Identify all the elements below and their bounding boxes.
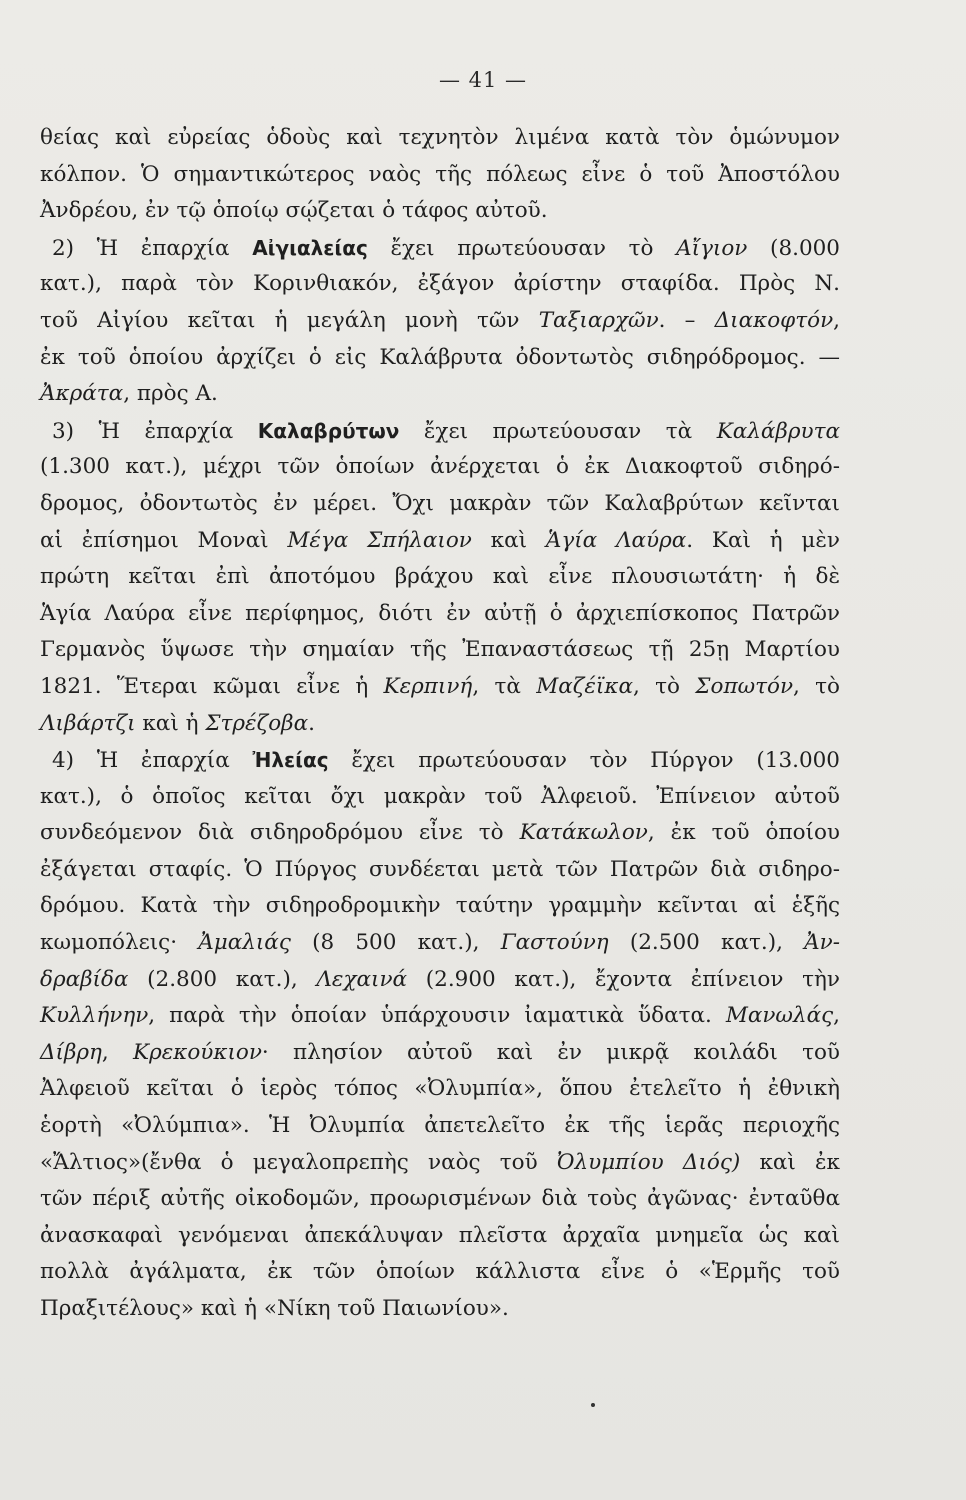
text-segment: Ἀνδρέου, ἐν τῷ ὁποίῳ σῴζεται ὁ τάφος αὐτοῦ. bbox=[40, 198, 548, 224]
text-segment: 1821. Ἕτεραι κῶμαι εἶνε ἡ bbox=[40, 673, 384, 699]
text-line bbox=[40, 779, 840, 816]
text-segment: συνδεόμενον διὰ σιδηροδρόμου εἶνε τὸ bbox=[40, 820, 520, 846]
text-segment: (8 500 κατ.), bbox=[290, 930, 501, 956]
printed-dot bbox=[591, 1403, 595, 1407]
place-name: Κατάκωλον bbox=[519, 820, 648, 846]
text-segment: 2) Ἡ ἐπαρχία bbox=[52, 235, 253, 261]
text-segment: αἱ ἐπίσημοι Μοναὶ bbox=[40, 527, 288, 553]
text-line bbox=[40, 120, 840, 157]
text-segment: Γερμανὸς ὕψωσε τὴν σημαίαν τῆς Ἐπαναστάσεως τῇ 25ῃ Μαρτίου bbox=[40, 637, 840, 663]
text-segment: 3) Ἡ ἐπαρχία bbox=[52, 418, 258, 444]
text-segment: κωμοπόλεις· bbox=[40, 930, 199, 956]
place-name: Καλάβρυτα bbox=[716, 418, 840, 444]
text-line bbox=[40, 888, 840, 925]
province-name: Ἠλείας bbox=[252, 748, 329, 773]
text-segment: καὶ bbox=[471, 527, 546, 553]
text-segment: δρομος, ὀδοντωτὸς ἐν μέρει. Ὄχι μακρὰν τῶν Καλαβρύτων κεῖνται bbox=[40, 490, 840, 516]
text-segment: . – bbox=[658, 307, 715, 333]
text-line bbox=[40, 742, 840, 779]
text-line bbox=[40, 1254, 840, 1291]
place-name: Κυλλήνην bbox=[40, 1003, 149, 1029]
text-segment: , bbox=[833, 1003, 840, 1029]
place-name: Μαζέϊκα bbox=[536, 673, 633, 699]
text-line bbox=[40, 1071, 840, 1108]
place-name: Μέγα Σπήλαιον bbox=[287, 527, 472, 553]
text-segment: , παρὰ τὴν ὁποίαν ὑπάρχουσιν ἰαματικὰ ὕδατα. bbox=[148, 1003, 726, 1029]
text-segment: τοῦ Αἰγίου κεῖται ἡ μεγάλη μονὴ τῶν bbox=[40, 307, 539, 333]
text-line bbox=[40, 1218, 840, 1255]
text-segment: . Καὶ ἡ μὲν bbox=[686, 527, 840, 553]
text-line bbox=[40, 413, 840, 450]
text-segment: 4) Ἡ ἐπαρχία bbox=[52, 748, 253, 774]
text-segment: θείας καὶ εὐρείας ὁδοὺς καὶ τεχνητὸν λιμένα κατὰ τὸν ὁμώνυμον bbox=[40, 125, 840, 150]
place-name: Λεχαινά bbox=[316, 966, 408, 992]
text-line bbox=[40, 669, 840, 706]
text-segment: πρώτη κεῖται ἐπὶ ἀποτόμου βράχου καὶ εἶνε πλουσιωτάτη· ἡ δὲ bbox=[40, 564, 840, 590]
text-line bbox=[40, 266, 840, 303]
text-segment: , ἐκ τοῦ ὁποίου bbox=[647, 820, 840, 846]
text-line bbox=[40, 1145, 840, 1182]
text-segment: (2.800 κατ.), bbox=[128, 966, 317, 992]
province-name: Αἰγιαλείας bbox=[252, 235, 368, 260]
province-name: Καλαβρύτων bbox=[257, 418, 400, 443]
text-segment: (2.500 κατ.), bbox=[608, 930, 805, 956]
text-segment: ἐξάγεται σταφίς. Ὁ Πύργος συνδέεται μετὰ τῶν Πατρῶν διὰ σιδηρο- bbox=[40, 856, 840, 882]
text-line bbox=[40, 376, 840, 413]
text-segment: Ἁγία Λαύρα εἶνε περίφημος, διότι ἐν αὐτῇ ὁ ἀρχιεπίσκοπος Πατρῶν bbox=[40, 600, 840, 626]
text-segment: . bbox=[308, 710, 315, 736]
place-name: Στρέζοβα bbox=[205, 710, 309, 736]
text-segment: ἐκ τοῦ ὁποίου ἀρχίζει ὁ εἰς Καλάβρυτα ὀδοντωτὸς σιδηρόδρομος. — bbox=[40, 344, 840, 370]
text-segment: ἀνασκαφαὶ γενόμεναι ἀπεκάλυψαν πλεῖστα ἀρχαῖα μνημεῖα ὡς καὶ bbox=[40, 1222, 840, 1248]
text-line bbox=[40, 559, 840, 596]
text-segment: ἔχει πρωτεύουσαν τὸν Πύργον (13.000 bbox=[328, 748, 840, 774]
text-segment: καὶ ἐκ bbox=[740, 1149, 840, 1175]
text-segment: , bbox=[101, 1039, 134, 1065]
text-segment: ἔχει πρωτεύουσαν τὸ bbox=[367, 235, 677, 261]
text-line bbox=[40, 523, 840, 560]
place-name: Ἀκράτα bbox=[40, 381, 124, 407]
text-segment: πολλὰ ἀγάλματα, ἐκ τῶν ὁποίων κάλλιστα εἶνε ὁ «Ἑρμῆς τοῦ bbox=[40, 1259, 840, 1285]
text-segment: , πρὸς Α. bbox=[123, 381, 218, 407]
text-segment: «Ἄλτιος»(ἔνθα ὁ μεγαλοπρεπὴς ναὸς τοῦ bbox=[40, 1149, 557, 1175]
text-line bbox=[40, 230, 840, 267]
place-name: Μανωλάς bbox=[725, 1003, 834, 1029]
place-name: Ἀμαλιάς bbox=[198, 930, 291, 956]
text-segment: , τὰ bbox=[472, 673, 537, 699]
text-line bbox=[40, 706, 840, 743]
text-line bbox=[40, 157, 840, 194]
text-segment: (8.000 bbox=[747, 235, 840, 261]
text-segment: ἑορτὴ «Ὀλύμπια». Ἡ Ὀλυμπία ἀπετελεῖτο ἐκ τῆς ἱερᾶς περιοχῆς bbox=[40, 1113, 840, 1139]
text-line bbox=[40, 632, 840, 669]
text-line bbox=[40, 1291, 840, 1328]
place-name: Αἴγιον bbox=[676, 235, 748, 261]
text-segment: τῶν πέριξ αὐτῆς οἰκοδομῶν, προωρισμένων διὰ τοὺς ἀγῶνας· ἐνταῦθα bbox=[40, 1186, 840, 1212]
place-name: Λιβάρτζι bbox=[40, 710, 136, 736]
text-segment: δρόμου. Κατὰ τὴν σιδηροδρομικὴν ταύτην γραμμὴν κεῖνται αἱ ἑξῆς bbox=[40, 893, 840, 919]
place-name: Δίβρη bbox=[40, 1039, 102, 1065]
place-name: Ἀν- bbox=[804, 930, 840, 956]
place-name: Κρεκούκιον bbox=[133, 1039, 262, 1065]
text-segment: Πραξιτέλους» καὶ ἡ «Νίκη τοῦ Παιωνίου». bbox=[40, 1296, 509, 1321]
text-segment: , τὸ bbox=[793, 673, 841, 699]
text-line bbox=[40, 1108, 840, 1145]
page-number: — 41 — bbox=[438, 68, 528, 92]
place-name: Ταξιαρχῶν bbox=[538, 307, 659, 333]
text-line bbox=[40, 998, 840, 1035]
text-line bbox=[40, 596, 840, 633]
place-name: δραβίδα bbox=[40, 966, 129, 992]
body-text bbox=[40, 120, 840, 1328]
text-line bbox=[40, 1035, 840, 1072]
text-segment: , τὸ bbox=[632, 673, 696, 699]
place-name: Ὀλυμπίου Διός) bbox=[556, 1149, 741, 1175]
text-line bbox=[40, 340, 840, 377]
text-line bbox=[40, 1181, 840, 1218]
text-segment: ἔχει πρωτεύουσαν τὰ bbox=[399, 418, 717, 444]
text-segment: , bbox=[833, 307, 840, 333]
text-line bbox=[40, 815, 840, 852]
text-line bbox=[40, 303, 840, 340]
place-name: Διακοφτόν bbox=[714, 307, 834, 333]
text-line bbox=[40, 193, 840, 230]
place-name: Κερπινή bbox=[383, 673, 473, 699]
text-segment: Ἀλφειοῦ κεῖται ὁ ἱερὸς τόπος «Ὀλυμπία», ὅπου ἐτελεῖτο ἡ ἐθνικὴ bbox=[40, 1076, 840, 1102]
text-segment: · πλησίον αὐτοῦ καὶ ἐν μικρᾷ κοιλάδι τοῦ bbox=[261, 1039, 840, 1065]
text-segment: καὶ ἡ bbox=[135, 710, 206, 736]
text-segment: (1.300 κατ.), μέχρι τῶν ὁποίων ἀνέρχεται ὁ ἐκ Διακοφτοῦ σιδηρό- bbox=[40, 454, 840, 480]
place-name: Σοπωτόν bbox=[695, 673, 794, 699]
text-line bbox=[40, 852, 840, 889]
text-segment: κόλπον. Ὁ σημαντικώτερος ναὸς τῆς πόλεως εἶνε ὁ τοῦ Ἀποστόλου bbox=[40, 161, 840, 187]
text-line bbox=[40, 449, 840, 486]
place-name: Γαστούνη bbox=[500, 930, 609, 956]
text-segment: κατ.), παρὰ τὸν Κορινθιακόν, ἐξάγον ἀρίστην σταφίδα. Πρὸς Ν. bbox=[40, 271, 840, 297]
text-line bbox=[40, 486, 840, 523]
place-name: Ἁγία Λαύρα bbox=[545, 527, 687, 553]
text-line bbox=[40, 925, 840, 962]
text-segment: κατ.), ὁ ὁποῖος κεῖται ὄχι μακρὰν τοῦ Ἀλφειοῦ. Ἐπίνειον αὐτοῦ bbox=[40, 783, 840, 809]
text-line bbox=[40, 962, 840, 999]
text-segment: (2.900 κατ.), ἔχοντα ἐπίνειον τὴν bbox=[407, 966, 840, 992]
